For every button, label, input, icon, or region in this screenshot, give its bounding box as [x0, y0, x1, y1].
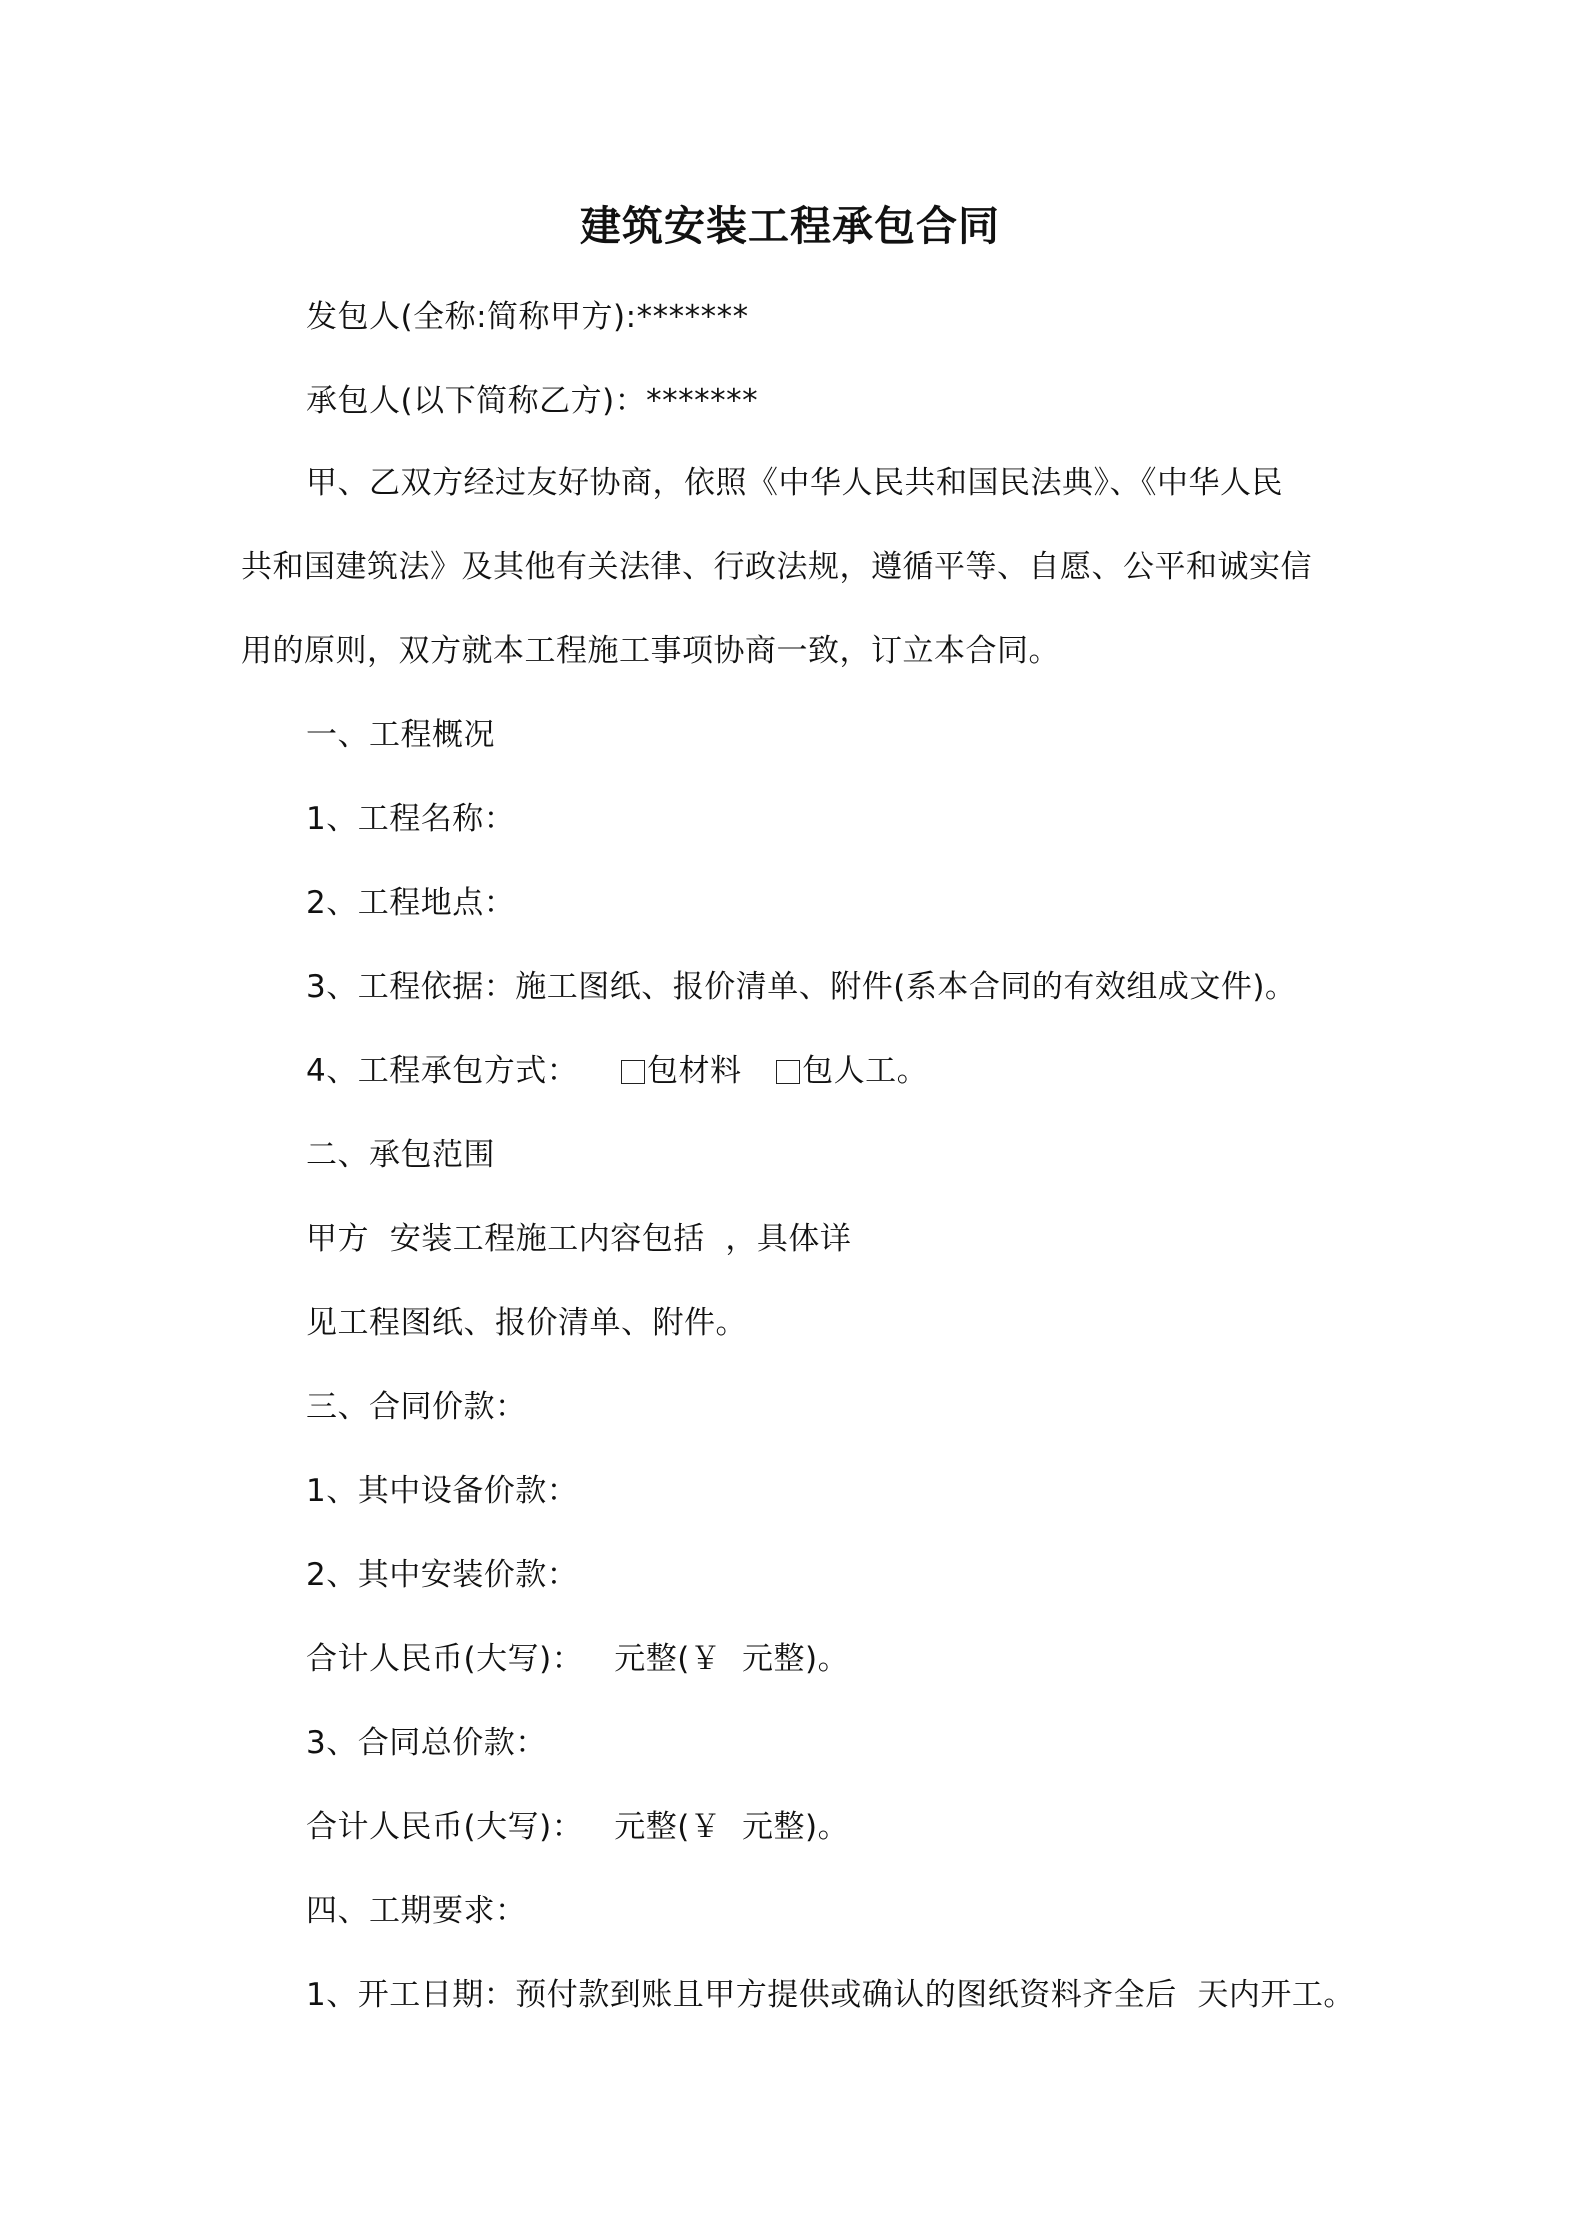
contract-method-line [306, 1046, 928, 1096]
total-contract-price-line: 3、合同总价款： [306, 1725, 547, 1761]
party-a-line: 发包人(全称:简称甲方):******* [306, 299, 749, 335]
start-date-line: 1、开工日期：预付款到账且甲方提供或确认的图纸资料齐全后 天内开工。 [306, 1977, 1355, 2013]
contract-method-label: 4、工程承包方式： [306, 1053, 579, 1089]
preamble-line-2: 共和国建筑法》及其他有关法律、行政法规，遵循平等、自愿、公平和诚实信 [241, 549, 1312, 585]
project-location-line: 2、工程地点： [306, 885, 516, 921]
option-material-label: 包材料 [646, 1053, 742, 1089]
section-1-heading: 一、工程概况 [306, 717, 495, 753]
equipment-price-line: 1、其中设备价款： [306, 1473, 579, 1509]
total-rmb-line-1: 合计人民币(大写)： 元整(￥ 元整)。 [306, 1641, 850, 1677]
project-basis-line: 3、工程依据：施工图纸、报价清单、附件(系本合同的有效组成文件)。 [306, 969, 1297, 1005]
checkbox-labor[interactable] [776, 1060, 800, 1084]
party-b-line: 承包人(以下简称乙方)：******* [306, 383, 759, 419]
section-4-heading: 四、工期要求： [306, 1893, 527, 1929]
preamble-line-1: 甲、乙双方经过友好协商，依照《中华人民共和国民法典》、《中华人民 [306, 465, 1283, 501]
section-3-heading: 三、合同价款： [306, 1389, 527, 1425]
scope-line-1: 甲方 安装工程施工内容包括 ，具体详 [306, 1221, 852, 1257]
scope-line-2: 见工程图纸、报价清单、附件。 [306, 1305, 747, 1341]
installation-price-line: 2、其中安装价款： [306, 1557, 579, 1593]
checkbox-material[interactable] [621, 1060, 645, 1084]
project-name-line: 1、工程名称： [306, 801, 516, 837]
total-rmb-line-2: 合计人民币(大写)： 元整(￥ 元整)。 [306, 1809, 850, 1845]
document-title: 建筑安装工程承包合同 [580, 202, 1000, 250]
preamble-line-3: 用的原则，双方就本工程施工事项协商一致，订立本合同。 [241, 633, 1060, 669]
option-labor-label: 包人工。 [802, 1053, 929, 1089]
section-2-heading: 二、承包范围 [306, 1137, 495, 1173]
